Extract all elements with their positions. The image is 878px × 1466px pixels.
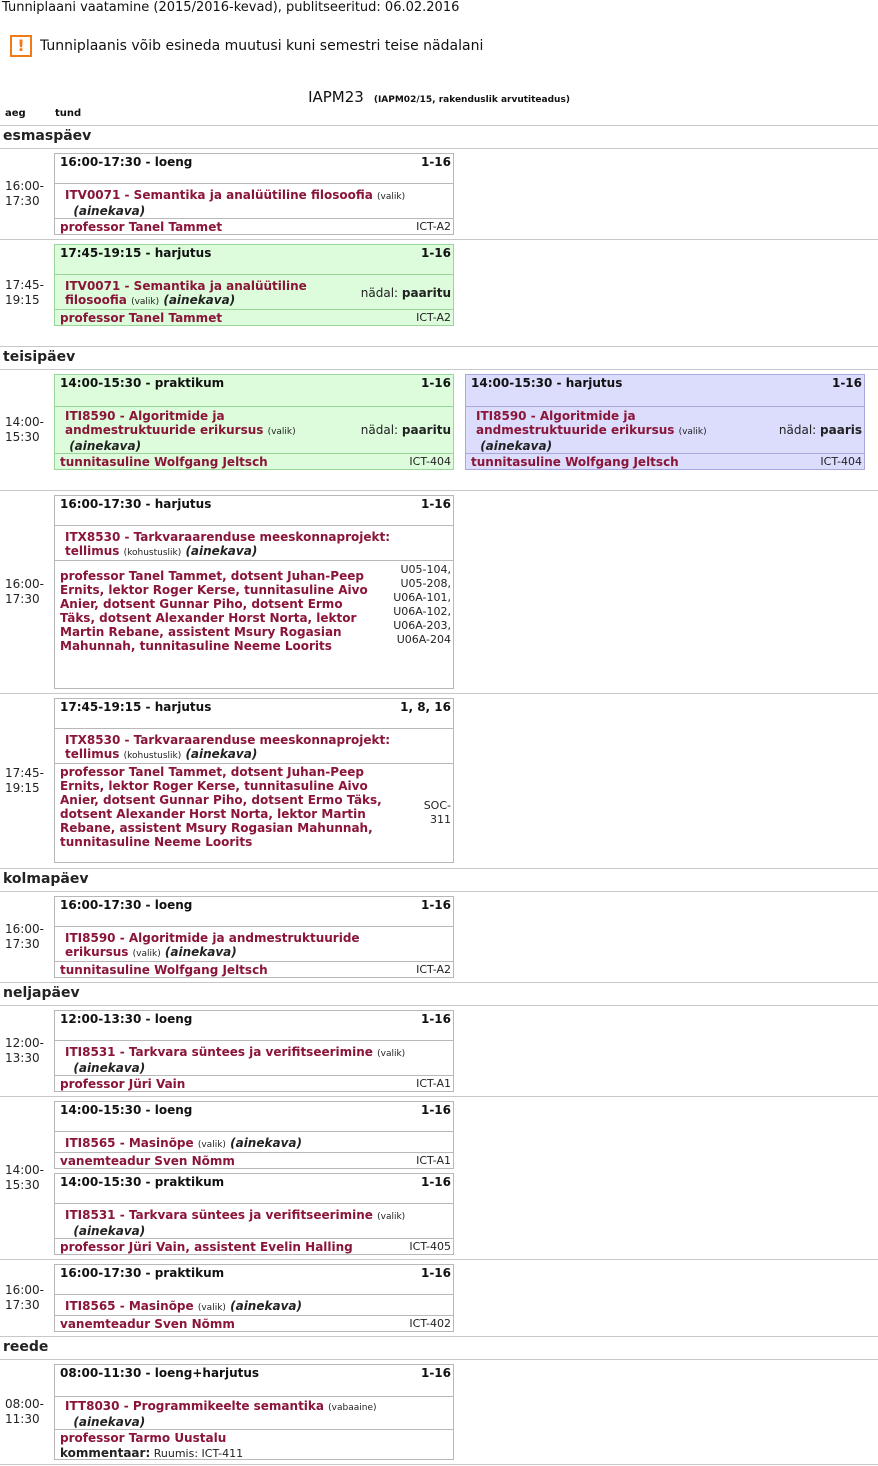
- lesson-header: [55, 1011, 453, 1041]
- lesson-weeks: 1-16: [420, 1366, 451, 1380]
- slot-time: 16:00- 17:30: [5, 179, 44, 208]
- notice-banner: [10, 33, 483, 59]
- lesson-footer: [55, 961, 453, 978]
- lesson-subject[interactable]: ITX8530 - Tarkvaraarenduse meeskonnaprojekt: tellimus (kohustuslik) (ainekava): [65, 530, 391, 558]
- slot-time: 12:00- 13:30: [5, 1036, 44, 1065]
- lesson-card[interactable]: [54, 1101, 454, 1169]
- slot-time: 14:00- 15:30: [5, 415, 44, 444]
- lesson-footer: [55, 453, 453, 470]
- ainekava-link[interactable]: (ainekava): [230, 1136, 302, 1150]
- lesson-subject[interactable]: ITI8531 - Tarkvara süntees ja verifitseerimine (valik) (ainekava): [65, 1208, 406, 1238]
- divider: [0, 1005, 878, 1006]
- lesson-teachers[interactable]: professor Jüri Vain: [60, 1077, 186, 1091]
- lesson-footer: [55, 1238, 453, 1255]
- day-esmaspaev: esmaspäev: [3, 128, 92, 144]
- group-title: [0, 88, 878, 106]
- lesson-time: 14:00-15:30 - loeng: [60, 1103, 193, 1117]
- divider: [0, 490, 878, 491]
- lesson-card[interactable]: [54, 698, 454, 863]
- divider: [0, 982, 878, 983]
- lesson-room: ICT-A1: [416, 1154, 451, 1167]
- lesson-room: ICT-A2: [416, 311, 451, 324]
- lesson-subject[interactable]: ITX8530 - Tarkvaraarenduse meeskonnaprojekt: tellimus (kohustuslik) (ainekava): [65, 733, 391, 761]
- lesson-header: [55, 1265, 453, 1295]
- lesson-room: ICT-A2: [416, 963, 451, 976]
- lesson-header: [55, 154, 453, 184]
- lesson-room: ICT-405: [409, 1240, 451, 1253]
- lesson-teachers[interactable]: professor Jüri Vain, assistent Evelin Halling: [60, 1240, 353, 1254]
- divider: [0, 693, 878, 694]
- column-header-aeg: aeg: [5, 108, 26, 119]
- lesson-footer: [55, 1075, 453, 1092]
- ainekava-link[interactable]: (ainekava): [230, 1299, 302, 1313]
- lesson-time: 14:00-15:30 - praktikum: [60, 376, 225, 390]
- lesson-weeks: 1, 8, 16: [400, 700, 451, 714]
- lesson-time: 14:00-15:30 - praktikum: [60, 1175, 225, 1189]
- lesson-weeks: 1-16: [420, 1103, 451, 1117]
- divider: [0, 148, 878, 149]
- group-code: IAPM23: [308, 88, 364, 106]
- lesson-teachers[interactable]: tunnitasuline Wolfgang Jeltsch: [471, 455, 679, 469]
- lesson-weeks: 1-16: [420, 376, 451, 390]
- lesson-weeks: 1-16: [420, 1012, 451, 1026]
- lesson-teachers[interactable]: professor Tanel Tammet, dotsent Juhan-Peep Ernits, lektor Roger Kerse, tunnitasuline Aivo Anier, dotsent Gunnar Piho, dotsent Ermo Täks, dotsent Alexander Horst Norta, lektor Martin Rebane, assistent Msury Rogasian Mahunnah, tunnitasuline Neeme Loorits: [60, 765, 382, 849]
- ainekava-link[interactable]: (ainekava): [73, 204, 146, 218]
- lesson-teachers[interactable]: professor Tanel Tammet, dotsent Juhan-Peep Ernits, lektor Roger Kerse, tunnitasuline Aivo Anier, dotsent Gunnar Piho, dotsent Ermo Täks, dotsent Alexander Horst Norta, lektor Martin Rebane, assistent Msury Rogasian Mahunnah, tunnitasuline Neeme Loorits: [60, 569, 368, 653]
- slot-time: 16:00- 17:30: [5, 1283, 44, 1312]
- divider: [0, 1096, 878, 1097]
- lesson-teachers[interactable]: professor Tarmo Uustalu: [60, 1431, 227, 1445]
- lesson-teachers[interactable]: vanemteadur Sven Nõmm: [60, 1154, 235, 1168]
- lesson-card[interactable]: [54, 495, 454, 689]
- lesson-subject[interactable]: ITV0071 - Semantika ja analüütiline filosoofia (valik) (ainekava): [65, 279, 307, 307]
- lesson-footer: [55, 1152, 453, 1169]
- lesson-header: [55, 1102, 453, 1132]
- lesson-header: [466, 375, 864, 407]
- lesson-card[interactable]: [54, 244, 454, 326]
- day-neljapaev: neljapäev: [3, 985, 80, 1001]
- slot-time: 08:00- 11:30: [5, 1397, 44, 1426]
- slot-time: 16:00- 17:30: [5, 577, 44, 606]
- lesson-footer: [466, 453, 864, 470]
- lesson-parity: nädal: paaritu: [360, 286, 451, 300]
- divider: [0, 239, 878, 240]
- page-title: Tunniplaani vaatamine (2015/2016-kevad), publitseeritud: 06.02.2016: [2, 0, 460, 15]
- column-header-tund: tund: [55, 108, 82, 119]
- lesson-teachers[interactable]: vanemteadur Sven Nõmm: [60, 1317, 235, 1331]
- lesson-footer: [55, 218, 453, 235]
- lesson-room: U05-104, U05-208, U06A-101, U06A-102, U06A-203, U06A-204: [393, 563, 451, 646]
- lesson-time: 16:00-17:30 - loeng: [60, 155, 193, 169]
- lesson-subject[interactable]: ITI8565 - Masinõpe (valik) (ainekava): [65, 1136, 302, 1150]
- warning-icon: !: [10, 35, 32, 57]
- lesson-teachers[interactable]: tunnitasuline Wolfgang Jeltsch: [60, 455, 268, 469]
- ainekava-link[interactable]: (ainekava): [185, 747, 258, 761]
- lesson-header: [55, 897, 453, 927]
- ainekava-link[interactable]: (ainekava): [164, 945, 237, 959]
- lesson-card[interactable]: [54, 896, 454, 978]
- lesson-subject[interactable]: ITT8030 - Programmikeelte semantika (vabaaine) (ainekava): [65, 1399, 377, 1429]
- lesson-card[interactable]: [54, 1364, 454, 1460]
- lesson-weeks: 1-16: [831, 376, 862, 390]
- lesson-weeks: 1-16: [420, 497, 451, 511]
- lesson-card[interactable]: [54, 153, 454, 235]
- divider: [0, 369, 878, 370]
- lesson-header: [55, 699, 453, 729]
- lesson-card[interactable]: [54, 1010, 454, 1092]
- divider: [0, 125, 878, 126]
- lesson-comment: kommentaar: Ruumis: ICT-411: [60, 1446, 244, 1460]
- lesson-weeks: 1-16: [420, 1175, 451, 1189]
- notice-text: Tunniplaanis võib esineda muutusi kuni semestri teise nädalani: [40, 38, 484, 54]
- lesson-header: [55, 496, 453, 526]
- ainekava-link[interactable]: (ainekava): [185, 544, 258, 558]
- lesson-teachers[interactable]: tunnitasuline Wolfgang Jeltsch: [60, 963, 268, 977]
- divider: [0, 868, 878, 869]
- lesson-room: ICT-A1: [416, 1077, 451, 1090]
- lesson-subject[interactable]: ITV0071 - Semantika ja analüütiline filosoofia (valik) (ainekava): [65, 188, 406, 218]
- lesson-time: 17:45-19:15 - harjutus: [60, 246, 212, 260]
- group-info: (IAPM02/15, rakenduslik arvutiteadus): [373, 95, 570, 105]
- lesson-footer: [55, 1429, 453, 1460]
- slot-time: 14:00- 15:30: [5, 1163, 44, 1192]
- lesson-card[interactable]: [54, 1264, 454, 1332]
- lesson-footer: [55, 1315, 453, 1332]
- lesson-time: 16:00-17:30 - harjutus: [60, 497, 212, 511]
- lesson-header: [55, 1174, 453, 1204]
- lesson-footer: [55, 309, 453, 326]
- lesson-time: 16:00-17:30 - loeng: [60, 898, 193, 912]
- divider: [0, 1259, 878, 1260]
- divider: [0, 1336, 878, 1337]
- day-teisipaev: teisipäev: [3, 349, 76, 365]
- lesson-parity: nädal: paaris: [778, 423, 862, 437]
- divider: [0, 891, 878, 892]
- lesson-header: [55, 375, 453, 407]
- lesson-room: ICT-404: [820, 455, 862, 468]
- ainekava-link[interactable]: (ainekava): [69, 439, 142, 453]
- ainekava-link[interactable]: (ainekava): [73, 1415, 146, 1429]
- lesson-weeks: 1-16: [420, 898, 451, 912]
- lesson-card[interactable]: [54, 374, 454, 470]
- lesson-room: ICT-A2: [416, 220, 451, 233]
- slot-time: 16:00- 17:30: [5, 922, 44, 951]
- lesson-subject[interactable]: ITI8590 - Algoritmide ja andmestruktuuride erikursus (valik) (ainekava): [476, 409, 707, 453]
- slot-time: 17:45- 19:15: [5, 766, 44, 795]
- lesson-subject[interactable]: ITI8590 - Algoritmide ja andmestruktuuride erikursus (valik) (ainekava): [65, 409, 296, 453]
- lesson-teachers[interactable]: professor Tanel Tammet: [60, 220, 223, 234]
- lesson-footer: [55, 560, 453, 689]
- ainekava-link[interactable]: (ainekava): [163, 293, 236, 307]
- lesson-time: 08:00-11:30 - loeng+harjutus: [60, 1366, 260, 1380]
- lesson-time: 14:00-15:30 - harjutus: [471, 376, 623, 390]
- lesson-subject[interactable]: ITI8590 - Algoritmide ja andmestruktuuride erikursus (valik) (ainekava): [65, 931, 360, 959]
- lesson-teachers[interactable]: professor Tanel Tammet: [60, 311, 223, 325]
- lesson-weeks: 1-16: [420, 246, 451, 260]
- lesson-weeks: 1-16: [420, 155, 451, 169]
- lesson-header: [55, 245, 453, 275]
- lesson-time: 17:45-19:15 - harjutus: [60, 700, 212, 714]
- divider: [0, 346, 878, 347]
- lesson-room: SOC-311: [423, 799, 451, 826]
- lesson-time: 16:00-17:30 - praktikum: [60, 1266, 225, 1280]
- slot-time: 17:45- 19:15: [5, 278, 44, 307]
- lesson-time: 12:00-13:30 - loeng: [60, 1012, 193, 1026]
- ainekava-link[interactable]: (ainekava): [73, 1224, 146, 1238]
- divider: [0, 1464, 878, 1465]
- lesson-card[interactable]: [54, 1173, 454, 1255]
- lesson-subject[interactable]: ITI8565 - Masinõpe (valik) (ainekava): [65, 1299, 302, 1313]
- lesson-header: [55, 1365, 453, 1397]
- lesson-subject[interactable]: ITI8531 - Tarkvara süntees ja verifitseerimine (valik) (ainekava): [65, 1045, 406, 1075]
- day-reede: reede: [3, 1339, 49, 1355]
- lesson-weeks: 1-16: [420, 1266, 451, 1280]
- lesson-room: ICT-404: [409, 455, 451, 468]
- lesson-room: ICT-402: [409, 1317, 451, 1330]
- lesson-footer: [55, 763, 453, 863]
- divider: [0, 1359, 878, 1360]
- day-kolmapaev: kolmapäev: [3, 871, 89, 887]
- ainekava-link[interactable]: (ainekava): [480, 439, 553, 453]
- lesson-parity: nädal: paaritu: [360, 423, 451, 437]
- lesson-card[interactable]: [465, 374, 865, 470]
- ainekava-link[interactable]: (ainekava): [73, 1061, 146, 1075]
